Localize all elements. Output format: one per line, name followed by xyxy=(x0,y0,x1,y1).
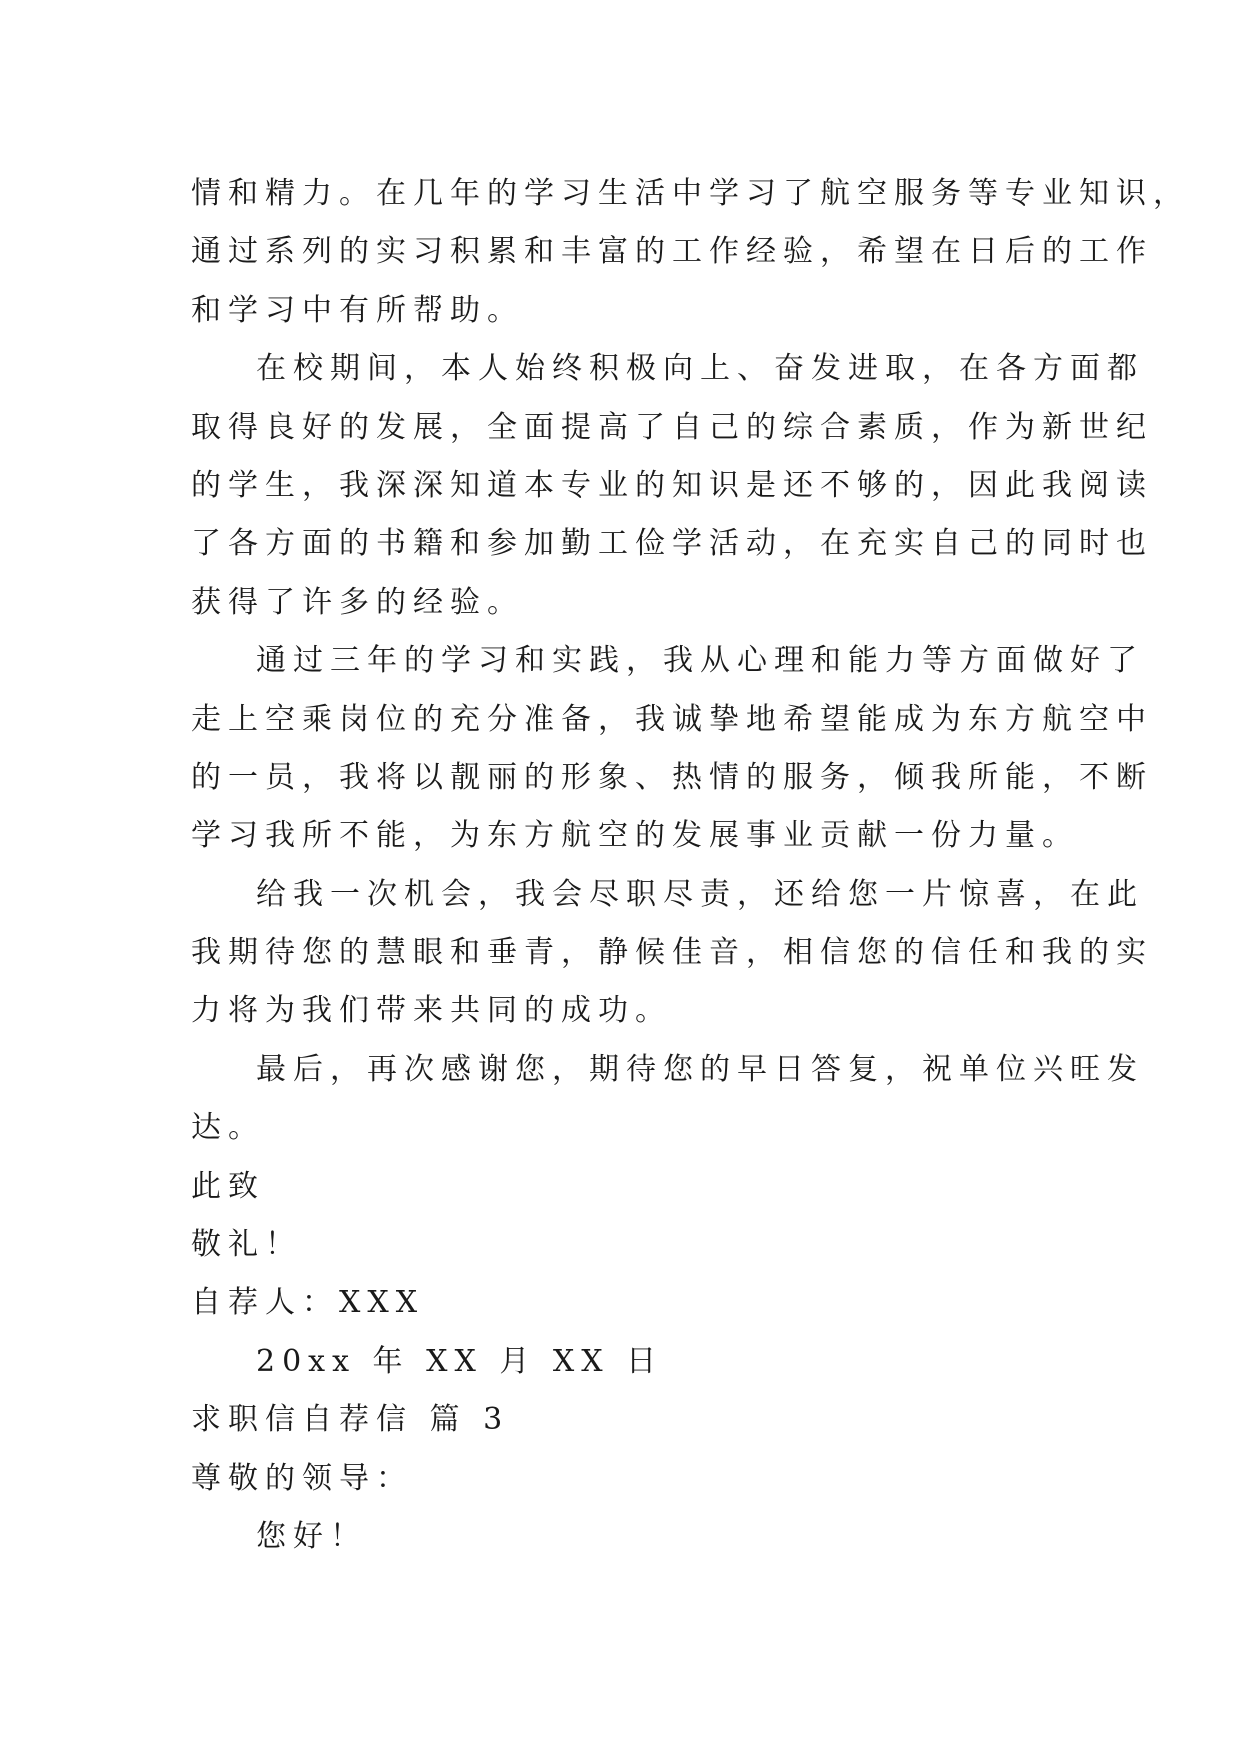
section-heading: 求职信自荐信 篇 3 xyxy=(191,1402,510,1438)
signature-line: 自荐人：XXX xyxy=(191,1285,425,1321)
text-line: 力将为我们带来共同的成功。 xyxy=(191,993,672,1029)
paragraph-start-line: 在校期间，本人始终积极向上、奋发进取，在各方面都 xyxy=(256,351,1144,387)
text-line: 获得了许多的经验。 xyxy=(191,584,524,620)
paragraph-start-line: 通过三年的学习和实践，我从心理和能力等方面做好了 xyxy=(256,643,1144,679)
text-line: 和学习中有所帮助。 xyxy=(191,292,524,328)
text-line: 情和精力。在几年的学习生活中学习了航空服务等专业知识， xyxy=(191,176,1190,211)
closing-regards: 敬礼！ xyxy=(191,1227,302,1263)
text-line: 我期待您的慧眼和垂青，静候佳音，相信您的信任和我的实 xyxy=(191,935,1153,971)
text-line: 的一员，我将以靓丽的形象、热情的服务，倾我所能，不断 xyxy=(191,759,1153,795)
paragraph-start-line: 给我一次机会，我会尽职尽责，还给您一片惊喜，在此 xyxy=(256,876,1144,912)
greeting-line: 您好！ xyxy=(256,1518,367,1554)
date-line: 20xx 年 XX 月 XX 日 xyxy=(256,1343,664,1379)
text-line: 学习我所不能，为东方航空的发展事业贡献一份力量。 xyxy=(191,818,1079,854)
letter-body xyxy=(191,165,1190,1566)
closing-salutation: 此致 xyxy=(191,1168,265,1204)
text-line: 通过系列的实习积累和丰富的工作经验，希望在日后的工作 xyxy=(191,234,1153,270)
text-line: 走上空乘岗位的充分准备，我诚挚地希望能成为东方航空中 xyxy=(191,701,1153,737)
text-line: 的学生，我深深知道本专业的知识是还不够的，因此我阅读 xyxy=(191,467,1153,503)
paragraph-start-line: 最后，再次感谢您，期待您的早日答复，祝单位兴旺发 xyxy=(256,1051,1144,1087)
text-line: 了各方面的书籍和参加勤工俭学活动，在充实自己的同时也 xyxy=(191,526,1153,562)
text-line: 取得良好的发展，全面提高了自己的综合素质，作为新世纪 xyxy=(191,409,1153,445)
recipient-greeting: 尊敬的领导： xyxy=(191,1460,413,1496)
text-line: 达。 xyxy=(191,1110,265,1146)
